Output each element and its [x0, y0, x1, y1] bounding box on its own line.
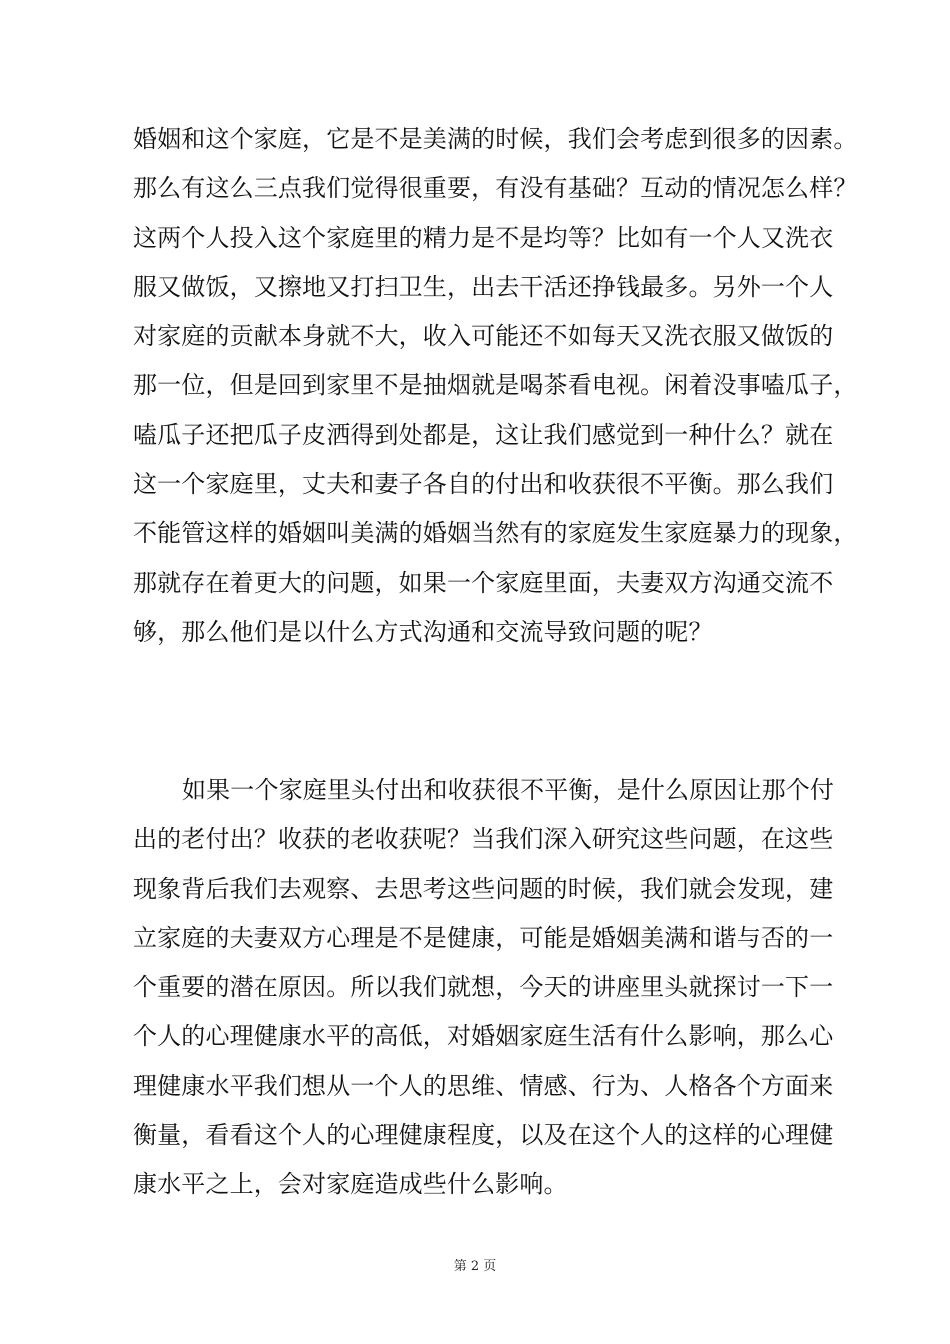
text-line: 那么有这么三点我们觉得很重要，有没有基础？互动的情况怎么样？: [133, 174, 858, 203]
text-line: 理健康水平我们想从一个人的思维、情感、行为、人格各个方面来: [133, 1071, 834, 1100]
text-line: 衡量，看看这个人的心理健康程度，以及在这个人的这样的心理健: [133, 1121, 834, 1150]
text-line: 不能管这样的婚姻叫美满的婚姻当然有的家庭发生家庭暴力的现象，: [133, 519, 858, 548]
text-line: 个人的心理健康水平的高低，对婚姻家庭生活有什么影响，那么心: [133, 1022, 834, 1051]
text-line: 这两个人投入这个家庭里的精力是不是均等？比如有一个人又洗衣: [133, 223, 834, 252]
text-line-indented: 如果一个家庭里头付出和收获很不平衡，是什么原因让那个付: [182, 776, 835, 804]
text-line: 服又做饭，又擦地又打扫卫生，出去干活还挣钱最多。另外一个人: [133, 272, 834, 301]
text-line: 对家庭的贡献本身就不大，收入可能还不如每天又洗衣服又做饭的: [133, 322, 834, 351]
text-line: 出的老付出？收获的老收获呢？当我们深入研究这些问题，在这些: [133, 825, 834, 854]
text-line: 康水平之上，会对家庭造成些什么影响。: [133, 1170, 568, 1199]
text-line: 现象背后我们去观察、去思考这些问题的时候，我们就会发现，建: [133, 874, 834, 903]
paragraph-1: [133, 115, 858, 657]
text-line: 这一个家庭里，丈夫和妻子各自的付出和收获很不平衡。那么我们: [133, 470, 834, 499]
paragraph-2: [133, 766, 834, 1210]
text-line: 立家庭的夫妻双方心理是不是健康，可能是婚姻美满和谐与否的一: [133, 923, 834, 952]
text-line: 那一位，但是回到家里不是抽烟就是喝茶看电视。闲着没事嗑瓜子，: [133, 371, 858, 400]
text-line: 够，那么他们是以什么方式沟通和交流导致问题的呢？: [133, 617, 713, 646]
text-line: 嗑瓜子还把瓜子皮洒得到处都是，这让我们感觉到一种什么？就在: [133, 420, 834, 449]
text-line: 个重要的潜在原因。所以我们就想，今天的讲座里头就探讨一下一: [133, 973, 834, 1002]
text-line: 婚姻和这个家庭，它是不是美满的时候，我们会考虑到很多的因素。: [133, 125, 858, 153]
text-line: 那就存在着更大的问题，如果一个家庭里面，夫妻双方沟通交流不: [133, 568, 834, 597]
page-number: 第 2 页: [453, 1259, 497, 1274]
